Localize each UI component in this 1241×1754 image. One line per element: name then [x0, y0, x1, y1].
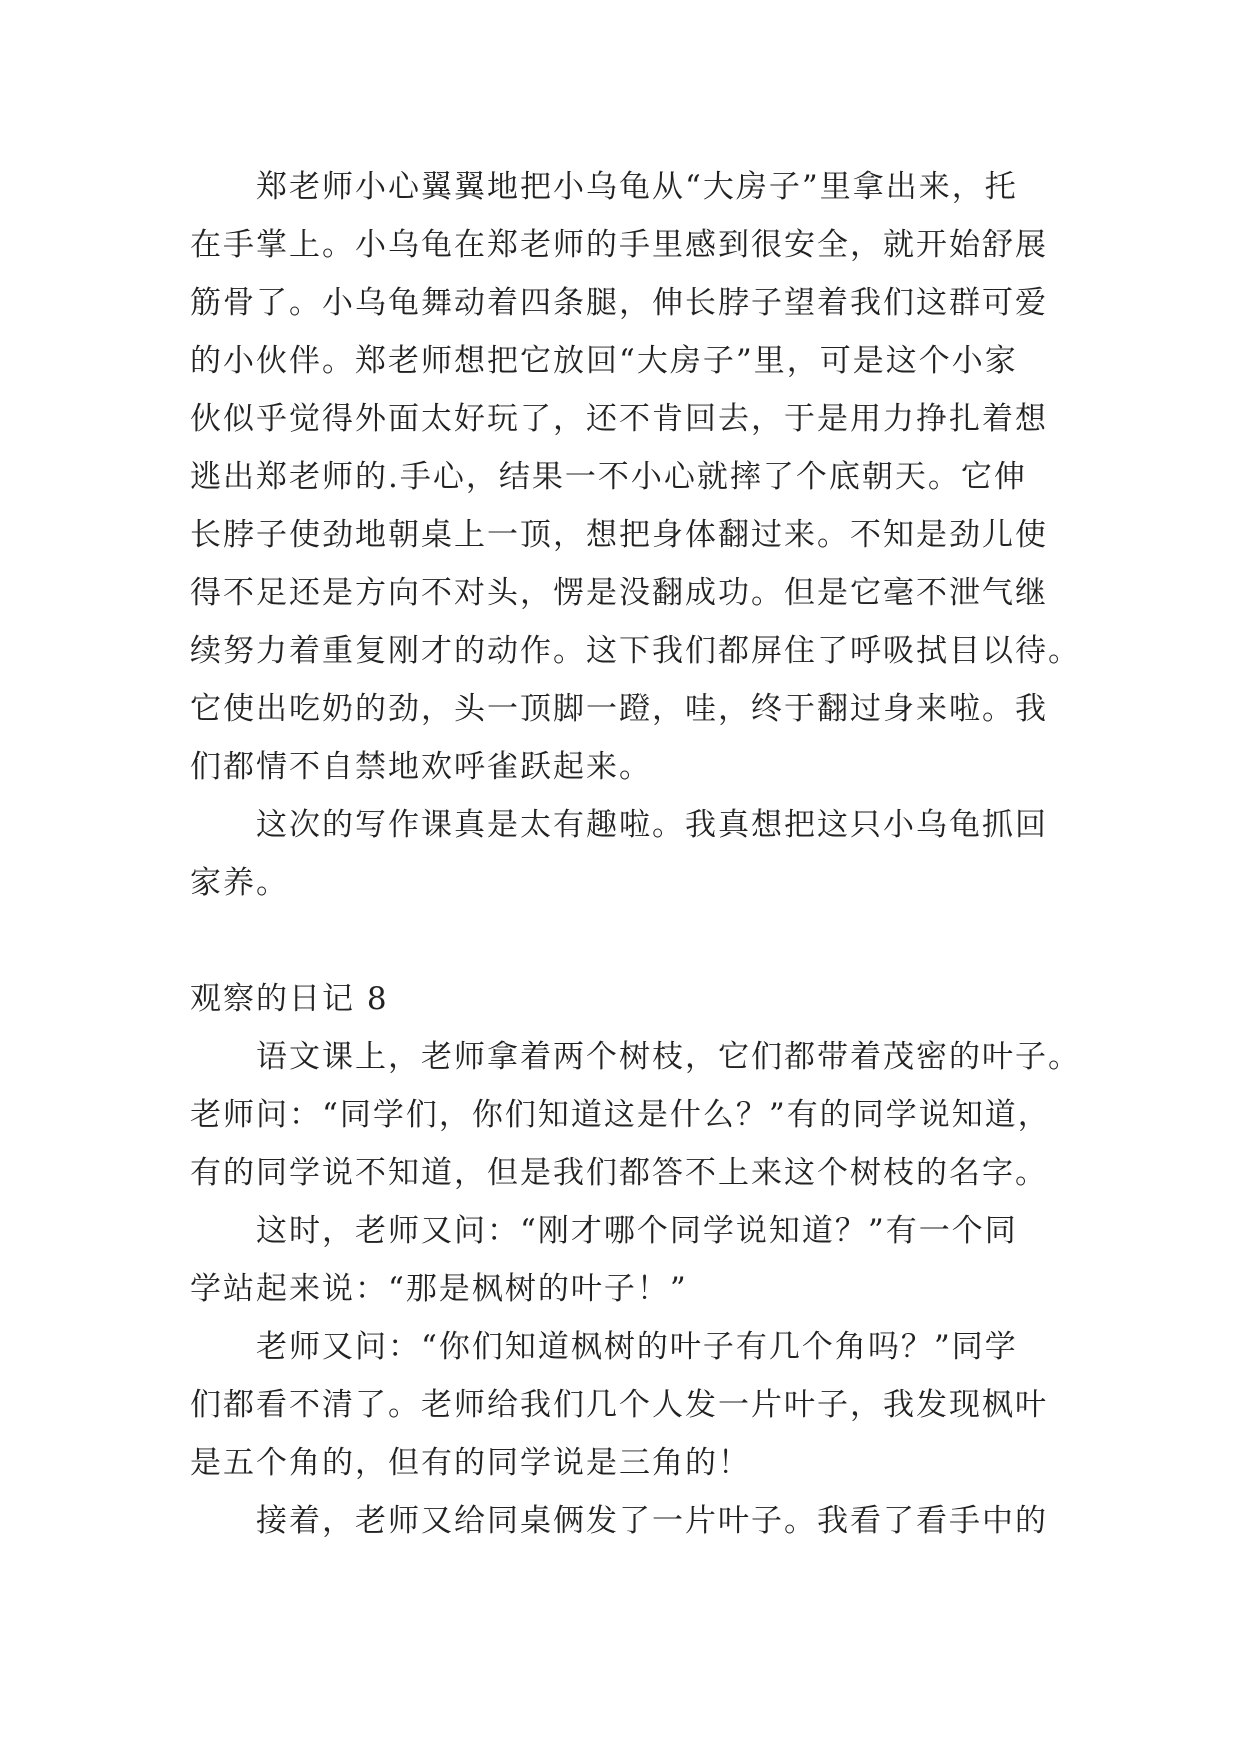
text-line: 有的同学说不知道，但是我们都答不上来这个树枝的名字。	[190, 1155, 1048, 1191]
text-line: 们都看不清了。老师给我们几个人发一片叶子，我发现枫叶	[190, 1387, 1048, 1423]
text-line: 续努力着重复刚才的动作。这下我们都屏住了呼吸拭目以待。	[190, 633, 1081, 669]
text-line: 家养。	[190, 865, 289, 901]
text-line: 这次的写作课真是太有趣啦。我真想把这只小乌龟抓回	[256, 807, 1048, 843]
text-line: 学站起来说：“那是枫树的叶子！”	[190, 1271, 688, 1307]
text-line: 长脖子使劲地朝桌上一顶，想把身体翻过来。不知是劲儿使	[190, 517, 1048, 553]
text-line: 得不足还是方向不对头，愣是没翻成功。但是它毫不泄气继	[190, 575, 1048, 611]
text-line: 老师又问：“你们知道枫树的叶子有几个角吗？”同学	[256, 1329, 1018, 1365]
section-heading: 观察的日记 8	[190, 981, 389, 1017]
text-line: 这时，老师又问：“刚才哪个同学说知道？”有一个同	[256, 1213, 1018, 1249]
text-line: 它使出吃奶的劲，头一顶脚一蹬，哇，终于翻过身来啦。我	[190, 691, 1048, 727]
text-line: 语文课上，老师拿着两个树枝，它们都带着茂密的叶子。	[256, 1039, 1081, 1075]
text-line: 筋骨了。小乌龟舞动着四条腿，伸长脖子望着我们这群可爱	[190, 285, 1048, 321]
text-line: 接着，老师又给同桌俩发了一片叶子。我看了看手中的	[256, 1503, 1048, 1539]
text-line: 的小伙伴。郑老师想把它放回“大房子”里，可是这个小家	[190, 343, 1018, 379]
text-line: 是五个角的，但有的同学说是三角的！	[190, 1445, 751, 1481]
text-line: 们都情不自禁地欢呼雀跃起来。	[190, 749, 652, 785]
text-line: 伙似乎觉得外面太好玩了，还不肯回去，于是用力挣扎着想	[190, 401, 1048, 437]
text-line: 逃出郑老师的.手心，结果一不小心就摔了个底朝天。它伸	[190, 459, 1027, 495]
text-line: 老师问：“同学们，你们知道这是什么？”有的同学说知道，	[190, 1097, 1051, 1133]
text-line: 郑老师小心翼翼地把小乌龟从“大房子”里拿出来，托	[256, 169, 1018, 205]
text-line: 在手掌上。小乌龟在郑老师的手里感到很安全，就开始舒展	[190, 227, 1048, 263]
